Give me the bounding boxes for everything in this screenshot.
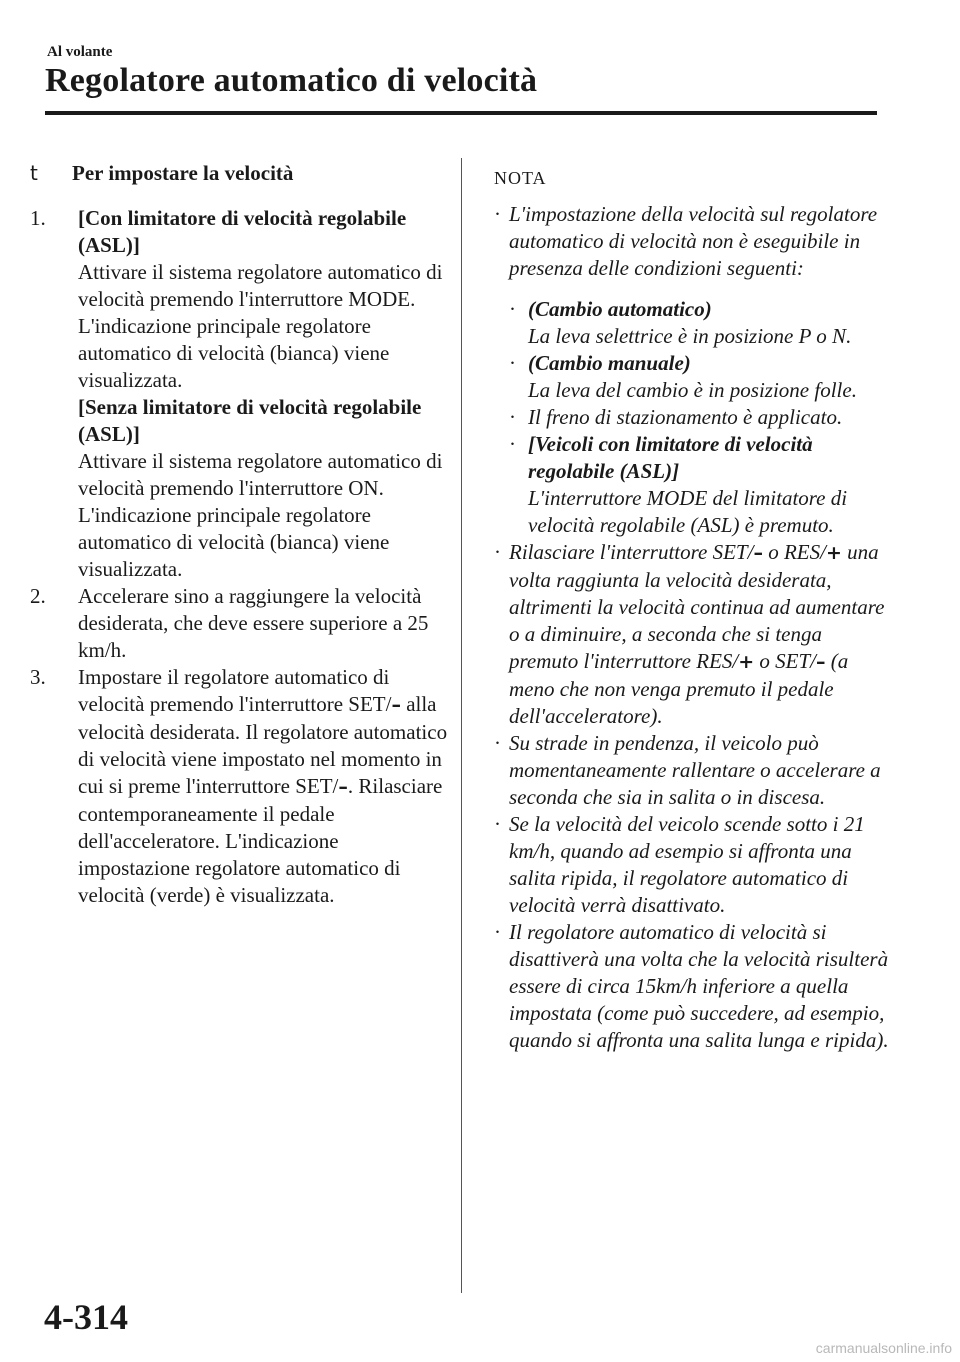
page-title: Regolatore automatico di velocità [45,62,538,99]
bullet-icon: · [494,540,501,564]
note-bullet-text: Su strade in pendenza, il veicolo può momentaneamente rallentare o accelerare a seconda che sia in salita o in discesa. [509,731,881,809]
note-bullet [494,919,894,1054]
step-2-text: Accelerare sino a raggiungere la velocità desiderata, che deve essere superiore a 25 km/h. [78,584,429,662]
note-subbullet [509,296,894,350]
text-part: Rilasciare l'interruttore SET/ [509,540,754,564]
step-2 [30,583,450,664]
step-3-text-part: alla velocità desiderata. Il regolatore automatico di velocità viene impostato nel momento in cui si preme l'interruttore SET/ [78,692,448,798]
subbullet-text: La leva selettrice è in posizione P o N. [528,324,852,348]
subbullet-text: L'interruttore MODE del limitatore di velocità regolabile (ASL) è premuto. [528,486,848,537]
step-3-text [78,664,450,909]
step-1-condition-a: [Con limitatore di velocità regolabile (ASL)] [78,206,407,257]
note-bullet-text: Il regolatore automatico di velocità si disattiverà una volta che la velocità risulterà essere di circa 15km/h inferiore a quella impostata (come può succedere, ad esempio, quando si affronta una salita lunga e ripida). [509,920,889,1052]
subbullet-text: La leva del cambio è in posizione folle. [528,378,857,402]
watermark: carmanualsonline.info [815,1340,952,1356]
step-number: 3. [30,665,46,689]
note-subbullet [509,350,894,404]
bullet-icon: · [509,297,516,321]
bullet-icon: · [509,351,516,375]
step-3 [30,664,450,909]
step-3-text-part: . Rilasciare contemporaneamente il pedale dell'acceleratore. L'indicazione impostazione regolatore automatico di velocità (verde) è visualizzata. [78,774,443,907]
bullet-icon: · [494,812,501,836]
page-number: 4-314 [44,1297,128,1337]
text-part: o RES/ [762,540,826,564]
note-subbullet [509,431,894,539]
step-number: 2. [30,584,46,608]
note-bullet [494,811,894,919]
subbullet-title: [Veicoli con limitatore di velocità regolabile (ASL)] [528,432,813,483]
plus-icon: + [738,651,755,673]
minus-icon: – [391,694,401,716]
minus-icon: – [753,542,763,564]
step-1-text-a: Attivare il sistema regolatore automatico di velocità premendo l'interruttore MODE. L'indicazione principale regolatore automatico di velocità (bianca) viene visualizzata. [78,260,443,392]
minus-icon: – [338,776,348,798]
step-1 [30,205,450,583]
text-part: (a meno che non venga premuto il pedale dell'acceleratore). [509,649,849,728]
note-bullet-text: Se la velocità del veicolo scende sotto i 21 km/h, quando ad esempio si affronta una salita ripida, il regolatore automatico di velocità verrà disattivato. [509,812,865,917]
bullet-icon: · [494,731,501,755]
bullet-icon: · [494,202,501,226]
minus-icon: – [816,651,826,673]
note-label: NOTA [494,168,547,188]
column-divider [461,158,462,1293]
note-bullet [494,539,894,730]
note-column [494,165,894,1054]
step-1-condition-b: [Senza limitatore di velocità regolabile (ASL)] [78,395,422,446]
text-part: una volta raggiunta la velocità desiderata, altrimenti la velocità continua ad aumentare o a diminuire, a seconda che si tenga premuto l'interruttore RES/ [509,540,885,673]
subbullet-title: (Cambio manuale) [528,351,691,375]
note-bullet-text: L'impostazione della velocità sul regolatore automatico di velocità non è eseguibile in presenza delle condizioni seguenti: [509,202,878,280]
step-1-text-b: Attivare il sistema regolatore automatico di velocità premendo l'interruttore ON. L'indicazione principale regolatore automatico di velocità (bianca) viene visualizzata. [78,449,443,581]
note-bullet [494,201,894,539]
header-rule [45,111,877,115]
note-bullet [494,730,894,811]
subheading-text: Per impostare la velocità [72,161,294,185]
bullet-icon: · [509,405,516,429]
subbullet-title: (Cambio automatico) [528,297,712,321]
plus-icon: + [825,542,842,564]
note-subbullet [509,404,894,431]
bullet-icon: · [509,432,516,456]
section-label: Al volante [47,44,113,60]
step-3-text-part: Impostare il regolatore automatico di velocità premendo l'interruttore SET/ [78,665,392,716]
text-part: o SET/ [754,649,817,673]
bullet-icon: · [494,920,501,944]
subheading [30,160,450,190]
note-bullet-text [509,539,894,730]
left-column [30,160,450,909]
section-marker-icon: t [30,161,38,185]
step-number: 1. [30,206,46,230]
subbullet-text: Il freno di stazionamento è applicato. [528,405,843,429]
